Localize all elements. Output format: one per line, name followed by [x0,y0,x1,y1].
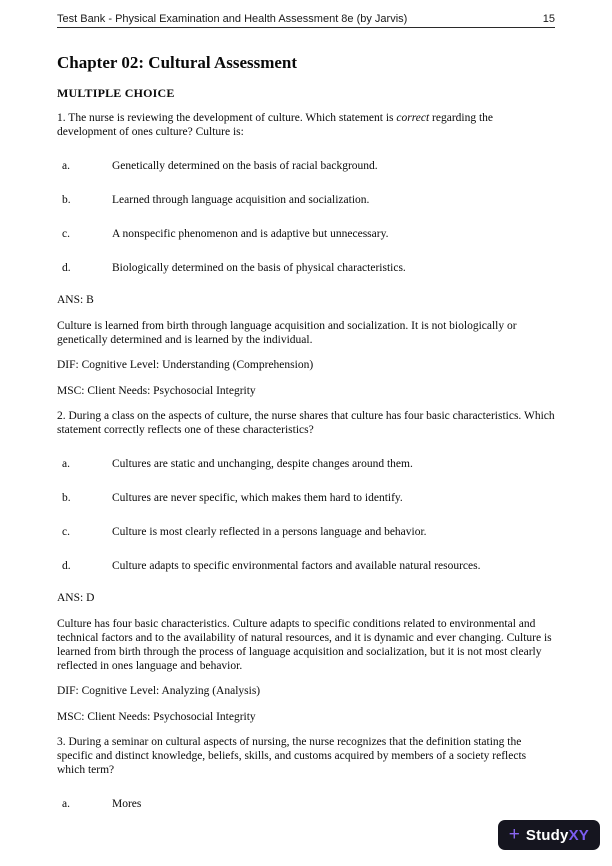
option-letter: d. [62,560,71,572]
option-letter: a. [62,160,70,172]
studyxy-logo-text-primary: Study [525,826,569,844]
plus-icon: + [508,823,520,845]
option-text: Learned through language acquisition and socialization. [112,194,370,206]
question-block-1 [57,111,555,398]
page-number: 15 [542,13,555,25]
answer-option [57,193,555,207]
question-2-stem [57,409,555,437]
answer-option [57,457,555,471]
msc-line: MSC: Client Needs: Psychosocial Integrity [57,384,256,397]
header-title: Test Bank - Physical Examination and Health Assessment 8e (by Jarvis) [57,13,408,25]
question-1-stem [57,111,555,139]
option-letter: d. [62,262,71,274]
question-2-stem-pre: 2. During a class on the aspects of culture, the nurse shares that culture has four basic characteristics. Which statement correctly reflects one of these characteristics? [57,410,555,436]
question-1-stem-post: regarding the development of ones culture? Culture is: [57,112,494,138]
question-block-3 [57,735,555,811]
question-1-stem-pre: 1. The nurse is reviewing the development of culture. Which statement is [57,112,397,124]
rationale-text: Culture is learned from birth through language acquisition and socialization. It is not biologically or genetically determined and is learned by the individual. [57,319,517,346]
studyxy-logo-text-accent: XY [568,826,589,844]
option-text: Biologically determined on the basis of physical characteristics. [112,262,406,274]
option-text: Genetically determined on the basis of racial background. [112,160,378,172]
answer-option [57,261,555,275]
option-letter: c. [62,228,70,240]
answer-option [57,797,555,811]
option-letter: a. [62,798,70,810]
question-1-stem-italic: correct [396,112,430,124]
studyxy-logo [498,820,600,850]
option-text: A nonspecific phenomenon and is adaptive but unnecessary. [112,228,389,240]
page-header [57,0,555,28]
option-text: Cultures are static and unchanging, despite changes around them. [112,458,413,470]
answer-option [57,559,555,573]
option-text: Cultures are never specific, which makes them hard to identify. [112,492,403,504]
answer-line: ANS: D [57,592,95,604]
section-heading: MULTIPLE CHOICE [57,86,175,100]
rationale-text: Culture has four basic characteristics. Culture adapts to specific conditions related to environmental and technical factors and to the availability of natural resources, and it is dynamic and ever changing. Culture is learned from birth through the process of language acquisition and socialization, but it is not most clearly reflected in ones language and behavior. [57,617,552,672]
dif-line: DIF: Cognitive Level: Analyzing (Analysis) [57,685,261,697]
option-text: Mores [112,798,142,810]
option-letter: a. [62,458,70,470]
question-3-stem [57,735,555,777]
dif-line: DIF: Cognitive Level: Understanding (Comprehension) [57,359,314,371]
option-letter: b. [62,194,71,206]
answer-option [57,159,555,173]
page-content [0,52,612,811]
option-letter: c. [62,526,70,538]
msc-line: MSC: Client Needs: Psychosocial Integrity [57,710,256,723]
option-text: Culture adapts to specific environmental factors and available natural resources. [112,560,481,572]
answer-option [57,227,555,241]
option-letter: b. [62,492,71,504]
studyxy-logo-text [526,827,589,844]
question-block-2 [57,409,555,724]
chapter-title: Chapter 02: Cultural Assessment [57,53,298,72]
answer-option [57,491,555,505]
answer-line: ANS: B [57,294,94,306]
answer-option [57,525,555,539]
question-3-stem-pre: 3. During a seminar on cultural aspects of nursing, the nurse recognizes that the definition stating the specific and distinct knowledge, beliefs, skills, and customs acquired by members of a society reflects which term? [57,736,527,776]
option-text: Culture is most clearly reflected in a persons language and behavior. [112,526,427,538]
